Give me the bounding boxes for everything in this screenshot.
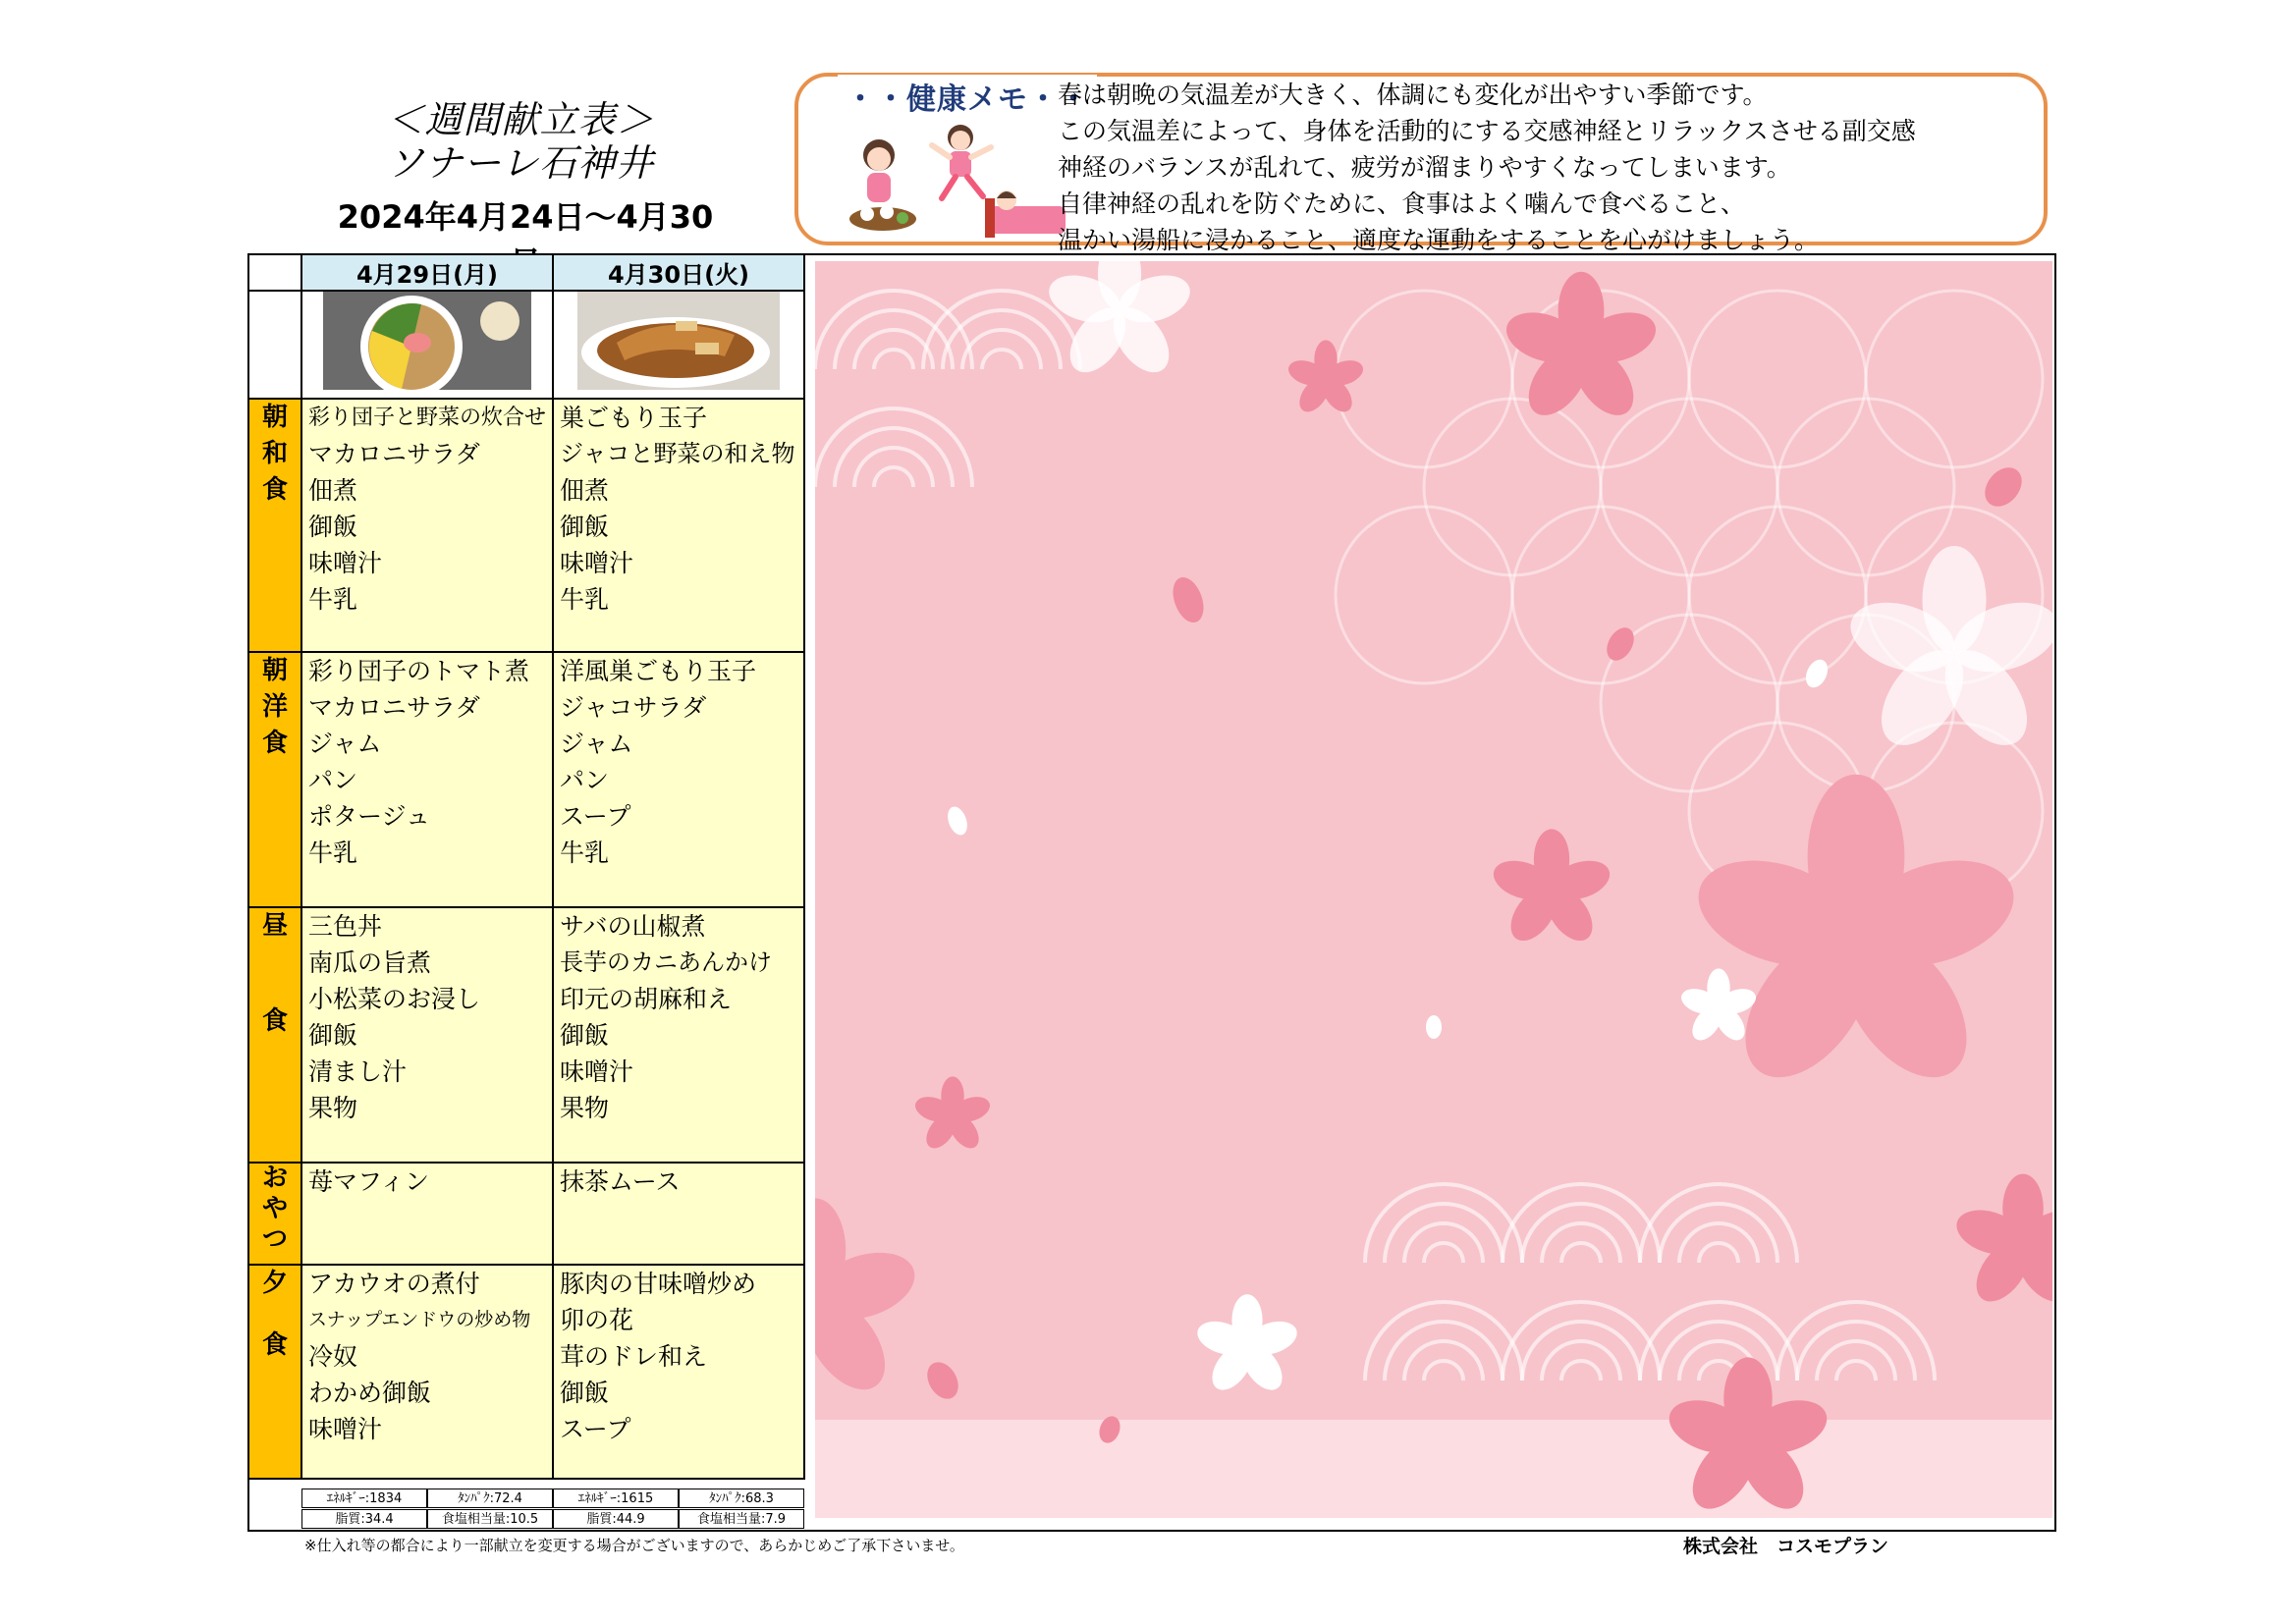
meal-label-char: 洋	[261, 692, 288, 722]
menu-item: 果物	[308, 1094, 358, 1122]
memo-line: 神経のバランスが乱れて、疲労が溜まりやすくなってしまいます。	[1058, 153, 1791, 182]
meal-label-char: 食	[261, 729, 288, 758]
menu-item: 苺マフィン	[308, 1167, 430, 1196]
day-header: 4月29日(月)	[301, 254, 553, 291]
menu-item: 御飯	[560, 1021, 610, 1050]
menu-item: ジャコサラダ	[560, 693, 707, 722]
menu-item: わかめ御飯	[308, 1379, 432, 1407]
meal-label-char: や	[261, 1194, 288, 1223]
menu-item: 御飯	[308, 1021, 358, 1050]
menu-items-cell	[553, 652, 804, 907]
sanshoku-don-photo-icon	[323, 292, 531, 390]
menu-item: 彩り団子と野菜の炊合せ	[308, 406, 547, 430]
snack-row	[248, 1163, 804, 1265]
menu-item: 御飯	[560, 1379, 610, 1407]
meal-label-char: 食	[261, 475, 288, 505]
menu-item: 佃煮	[560, 476, 610, 505]
nutrition-protein: ﾀﾝﾊﾟｸ:68.3	[679, 1489, 804, 1508]
meal-label-char: 和	[261, 439, 288, 468]
menu-item: ジャム	[308, 730, 382, 758]
date-range: 2024年4月24日～4月30	[337, 198, 714, 236]
menu-item: 洋風巣ごもり玉子	[560, 657, 757, 685]
nutrition-salt: 食塩相当量:7.9	[679, 1509, 804, 1529]
memo-line: 自律神経の乱れを防ぐために、食事はよく噛んで食べること、	[1058, 189, 1746, 218]
menu-item: パン	[560, 766, 610, 794]
page-title: ＜週間献立表＞	[386, 98, 655, 141]
menu-items-cell	[301, 652, 553, 907]
sakura-pattern-icon	[815, 261, 2052, 1518]
menu-item: ポタージュ	[308, 802, 431, 831]
photo-row	[248, 291, 804, 399]
menu-item: 牛乳	[560, 585, 610, 614]
menu-item: 豚肉の甘味噌炒め	[560, 1270, 757, 1298]
menu-item: 味噌汁	[308, 549, 383, 577]
memo-line: 温かい湯船に浸かること、適度な運動をすることを心がけましょう。	[1058, 226, 1820, 254]
table-corner-cell	[248, 291, 301, 399]
facility-name: ソナーレ石神井	[386, 141, 655, 185]
meal-label-char: お	[261, 1164, 288, 1193]
menu-item: 長芋のカニあんかけ	[560, 948, 772, 976]
meal-label-dinner	[248, 1265, 301, 1479]
memo-line: 春は朝晩の気温差が大きく、体調にも変化が出やすい季節です。	[1058, 81, 1768, 109]
breakfast-japanese-row	[248, 399, 804, 652]
menu-item: ジャコと野菜の和え物	[560, 440, 795, 467]
menu-item: 冷奴	[308, 1342, 358, 1371]
menu-item: 巣ごもり玉子	[560, 404, 708, 432]
menu-item: アカウオの煮付	[308, 1270, 480, 1298]
menu-items-cell	[301, 907, 553, 1163]
nutrition-fat: 脂質:34.4	[301, 1509, 427, 1529]
menu-item: 味噌汁	[308, 1415, 383, 1443]
menu-item: マカロニサラダ	[308, 693, 480, 722]
menu-item: 清まし汁	[308, 1057, 408, 1086]
menu-item: 南瓜の旨煮	[308, 948, 432, 977]
memo-line: この気温差によって、身体を活動的にする交感神経とリラックスさせる副交感	[1058, 117, 1916, 145]
date-header-row	[248, 254, 804, 291]
title-block	[324, 98, 717, 185]
menu-item: 味噌汁	[560, 1057, 634, 1086]
menu-item: 卯の花	[560, 1306, 634, 1334]
breakfast-western-row	[248, 652, 804, 907]
meal-label-char: 朝	[261, 656, 288, 685]
menu-item: パン	[308, 766, 358, 794]
menu-item: 味噌汁	[560, 549, 634, 577]
menu-items-cell	[553, 1163, 804, 1265]
saba-sansho-ni-photo-icon	[577, 292, 780, 390]
memo-title: ・・健康メモ・・	[838, 75, 1097, 118]
menu-item: 御飯	[308, 513, 358, 541]
nutrition-fat: 脂質:44.9	[553, 1509, 679, 1529]
menu-items-cell	[301, 1265, 553, 1479]
meal-label-char: つ	[261, 1224, 288, 1254]
meal-photo-cell	[553, 291, 804, 399]
menu-item: 牛乳	[308, 839, 358, 867]
nutrition-energy: ｴﾈﾙｷﾞｰ:1834	[301, 1489, 427, 1508]
footer-note: ※仕入れ等の都合により一部献立を変更する場合がございますので、あらかじめご了承下さいませ。	[304, 1537, 964, 1554]
meal-photo-cell	[301, 291, 553, 399]
meal-label-char: 夕	[261, 1269, 288, 1298]
menu-items-cell	[553, 1265, 804, 1479]
menu-item: マカロニサラダ	[308, 440, 480, 468]
meal-label-snack	[248, 1163, 301, 1265]
meal-label-breakfast-japanese	[248, 399, 301, 652]
menu-item: サバの山椒煮	[560, 912, 706, 941]
menu-item: 印元の胡麻和え	[560, 985, 733, 1013]
nutrition-salt: 食塩相当量:10.5	[427, 1509, 553, 1529]
memo-text	[1058, 77, 2040, 258]
menu-item: 牛乳	[308, 585, 358, 614]
menu-item: スープ	[560, 1415, 631, 1443]
menu-item: 御飯	[560, 513, 610, 541]
meal-label-char: 朝	[261, 403, 288, 432]
company-name: 株式会社 コスモプラン	[1683, 1536, 1889, 1557]
menu-items-cell	[301, 1163, 553, 1265]
meal-label-char: 食	[261, 1330, 288, 1360]
healthy-lifestyle-illustration-icon	[838, 116, 1073, 244]
menu-items-cell	[553, 907, 804, 1163]
menu-item: スープ	[560, 802, 631, 831]
meal-label-breakfast-western	[248, 652, 301, 907]
menu-item: 三色丼	[308, 912, 383, 941]
nutrition-energy: ｴﾈﾙｷﾞｰ:1615	[553, 1489, 679, 1508]
table-corner-cell	[248, 254, 301, 291]
menu-item: 牛乳	[560, 839, 610, 867]
meal-label-lunch	[248, 907, 301, 1163]
menu-item: 小松菜のお浸し	[308, 985, 481, 1013]
health-memo	[794, 73, 2048, 254]
meal-label-char: 食	[261, 1006, 288, 1036]
sakura-background	[815, 261, 2052, 1518]
menu-item: 果物	[560, 1094, 610, 1122]
menu-item: ジャム	[560, 730, 633, 758]
dinner-row	[248, 1265, 804, 1479]
lunch-row	[248, 907, 804, 1163]
menu-items-cell	[553, 399, 804, 652]
menu-items-cell	[301, 399, 553, 652]
menu-item: 彩り団子のトマト煮	[308, 657, 530, 685]
menu-item: 抹茶ムース	[560, 1167, 681, 1196]
menu-item: 佃煮	[308, 476, 358, 505]
nutrition-protein: ﾀﾝﾊﾟｸ:72.4	[427, 1489, 553, 1508]
day-header: 4月30日(火)	[553, 254, 804, 291]
meal-label-char: 昼	[261, 911, 288, 941]
menu-table	[247, 253, 805, 1480]
menu-item: スナップエンドウの炒め物	[308, 1309, 531, 1330]
menu-item: 茸のドレ和え	[560, 1342, 708, 1371]
